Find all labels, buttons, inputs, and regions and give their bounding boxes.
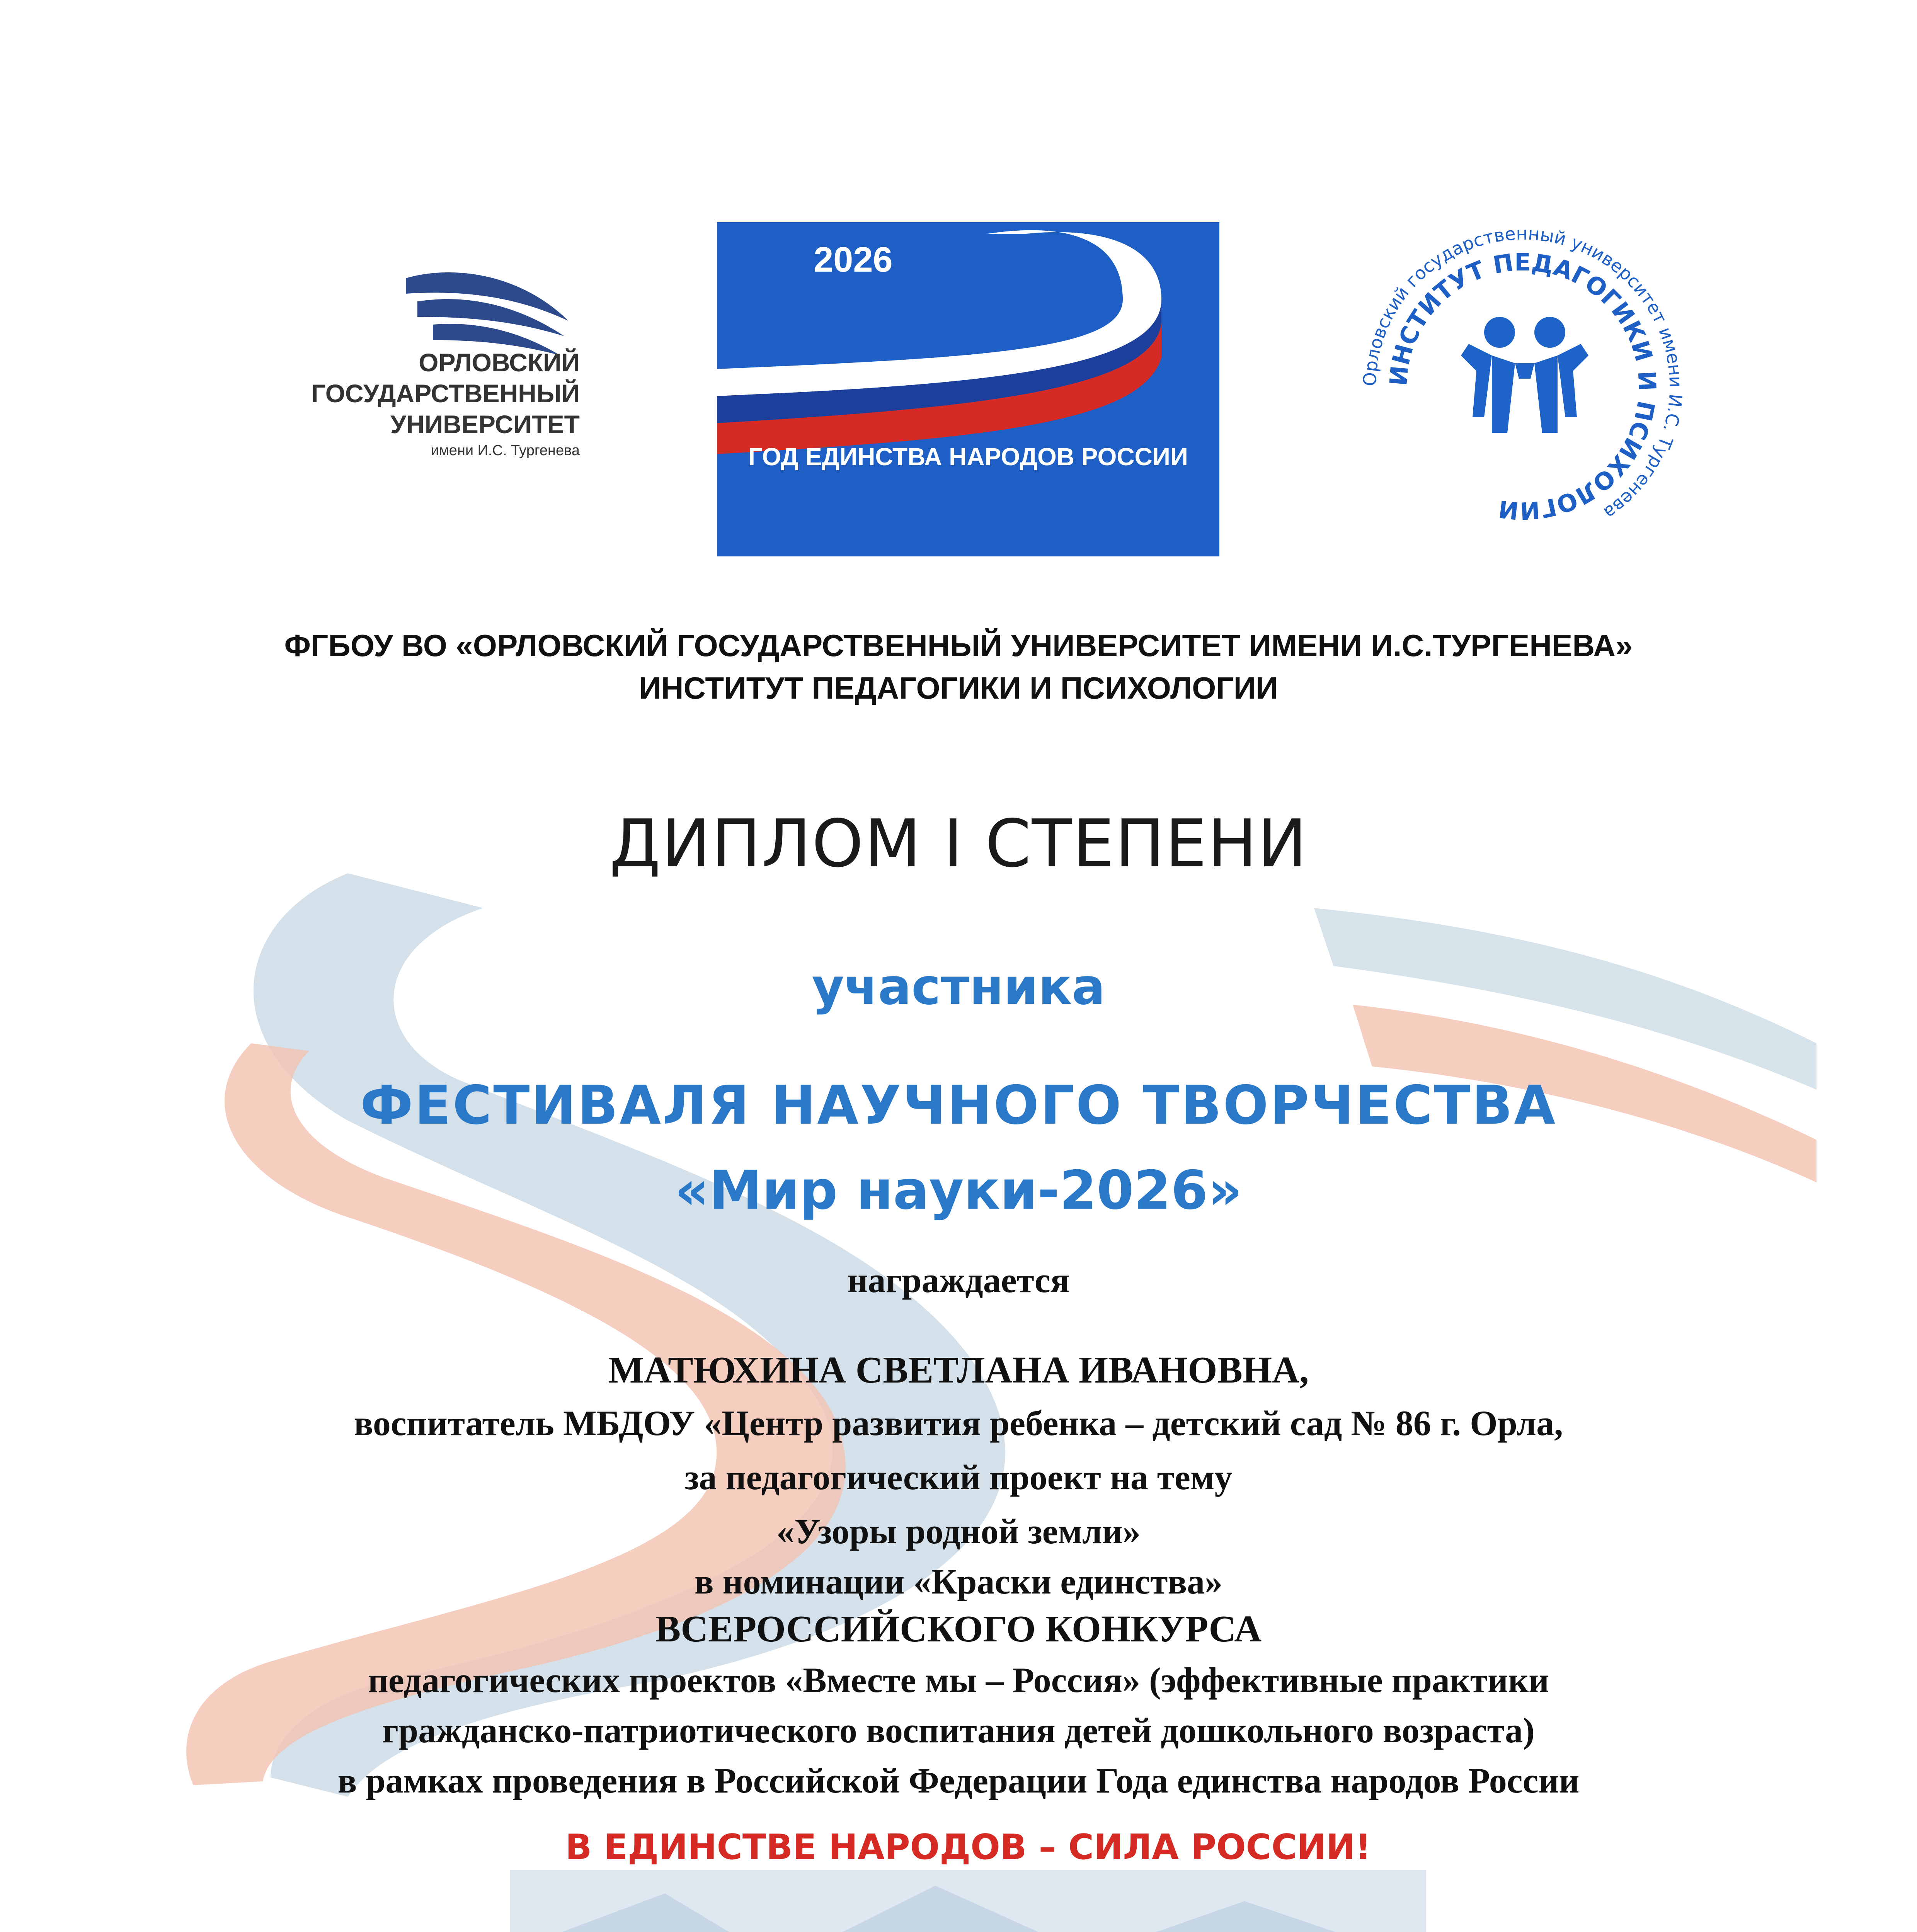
contest-line-2: гражданско-патриотического воспитания детей дошкольного возраста)	[382, 1711, 1535, 1750]
osu-name-line3: УНИВЕРСИТЕТ	[390, 410, 580, 439]
seal-outer-text: Орловский государственный университет имени И.С. Тургенева	[1359, 223, 1687, 524]
contest-line-3: в рамках проведения в Российской Федерации Года единства народов России	[337, 1761, 1580, 1800]
festival-name: «Мир науки-2026»	[674, 1159, 1243, 1221]
project-title: «Узоры родной земли»	[776, 1512, 1141, 1551]
osu-name-line1: ОРЛОВСКИЙ	[419, 348, 580, 377]
diploma-title: ДИПЛОМ I СТЕПЕНИ	[609, 806, 1308, 882]
banner-year: 2026	[814, 240, 893, 279]
banner-caption: ГОД ЕДИНСТВА НАРОДОВ РОССИИ	[748, 443, 1188, 471]
project-intro: за педагогический проект на тему	[684, 1458, 1233, 1497]
seal-inner-text: ИНСТИТУТ ПЕДАГОГИКИ И ПСИХОЛОГИИ	[1384, 248, 1662, 525]
festival-caption: ФЕСТИВАЛЯ НАУЧНОГО ТВОРЧЕСТВА	[360, 1074, 1557, 1136]
institute-name: ИНСТИТУТ ПЕДАГОГИКИ И ПСИХОЛОГИИ	[639, 671, 1278, 705]
participant-caption: участника	[812, 958, 1105, 1016]
org-full-name: ФГБОУ ВО «ОРЛОВСКИЙ ГОСУДАРСТВЕННЫЙ УНИВЕРСИТЕТ ИМЕНИ И.С.ТУРГЕНЕВА»	[284, 628, 1633, 663]
osu-name-line4: имени И.С. Тургенева	[431, 442, 580, 459]
year-of-unity-banner	[717, 222, 1219, 556]
osu-name-line2: ГОСУДАРСТВЕННЫЙ	[311, 379, 580, 408]
banner-flag-ribbon	[717, 222, 1219, 556]
contest-name: ВСЕРОССИЙСКОГО КОНКУРСА	[655, 1608, 1262, 1650]
recipient-position: воспитатель МБДОУ «Центр развития ребенка – детский сад № 86 г. Орла,	[354, 1403, 1563, 1443]
osu-logo	[216, 255, 587, 502]
institute-seal-graphic	[1353, 216, 1693, 556]
awarded-label: награждается	[847, 1260, 1070, 1300]
unity-poster	[510, 1816, 1426, 1932]
nomination: в номинации «Краски единства»	[694, 1562, 1223, 1601]
recipient-name: МАТЮХИНА СВЕТЛАНА ИВАНОВНА,	[608, 1349, 1309, 1391]
poster-top-text: В ЕДИНСТВЕ НАРОДОВ – СИЛА РОССИИ!	[565, 1827, 1371, 1867]
contest-line-1: педагогических проектов «Вместе мы – Россия» (эффективные практики	[368, 1660, 1549, 1700]
institute-seal	[1353, 216, 1693, 556]
